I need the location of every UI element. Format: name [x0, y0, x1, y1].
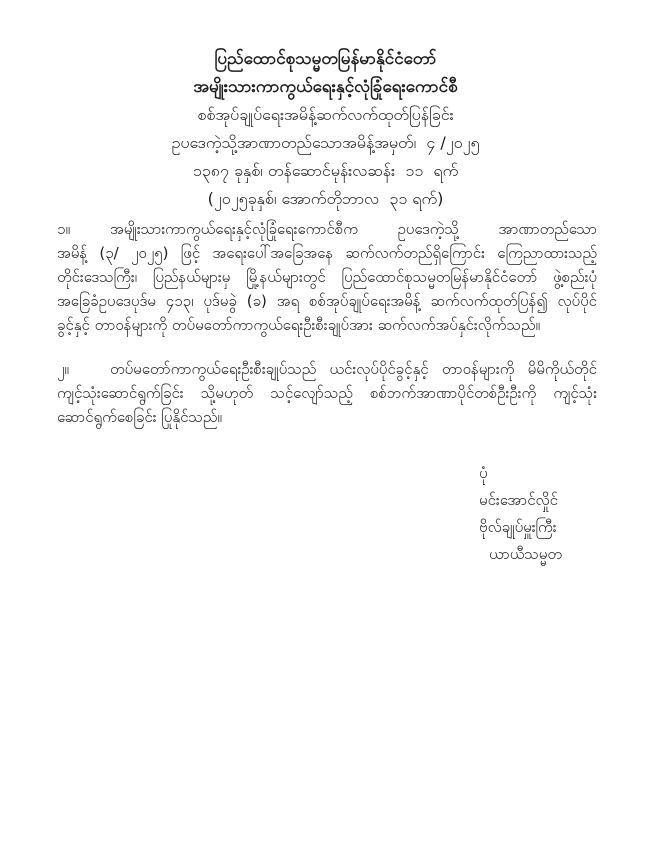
- document-header: [0, 45, 651, 213]
- paragraph-1: [57, 217, 597, 337]
- paragraph-2-number: ၂။: [57, 360, 69, 378]
- signatory-name: မင်းအောင်လှိုင်: [479, 491, 558, 509]
- document-body: [57, 217, 597, 429]
- paragraph-1-line-2: အမိန့် (၃/ ၂၀၂၅) ဖြင့် အရေးပေါ်အခြေအနေ ဆက်လက်တည်ရှိကြောင်း ကြေညာထားသည့်: [57, 244, 597, 262]
- paragraph-2: [57, 357, 597, 429]
- order-number-line: ဥပဒေကဲ့သို့အာဏာတည်သောအမိန့်အမှတ်၊ ၄ /၂၀၂၅: [171, 133, 480, 152]
- signatory-rank: ဗိုလ်ချုပ်မှူးကြီး: [479, 518, 557, 536]
- signature-block: [479, 460, 562, 568]
- paragraph-2-line-2: ကျင့်သုံးဆောင်ရွက်ခြင်း သို့မဟုတ် သင့်လျော်သည့် စစ်ဘက်အာဏာပိုင်တစ်ဦးဦးကို ကျင့်သုံး: [57, 384, 597, 402]
- myanmar-date-line: ၁၃၈၇ ခုနှစ်၊ တန်ဆောင်မုန်းလဆန်း ၁၁ ရက်: [192, 161, 459, 180]
- paragraph-1-line-1: [57, 217, 597, 241]
- state-title: ပြည်ထောင်စုသမ္မတမြန်မာနိုင်ငံတော်: [214, 49, 437, 69]
- council-title: အမျိုးသားကာကွယ်ရေးနှင့်လုံခြုံရေးကောင်စီ: [193, 77, 458, 97]
- paragraph-1-line-3: တိုင်းဒေသကြီး၊ ပြည်နယ်များမှ မြို့နယ်များတွင် ပြည်ထောင်စုသမ္မတမြန်မာနိုင်ငံတော် ဖွဲ့စည်းပုံ: [57, 268, 597, 286]
- paragraph-1-line-5: ခွင့်နှင့် တာဝန်များကို တပ်မတော်ကာကွယ်ရေးဦးစီးချုပ်အား ဆက်လက်အပ်နှင်းလိုက်သည်။: [57, 316, 541, 334]
- paragraph-2-line-1: [57, 357, 597, 381]
- paragraph-2-line-3: ဆောင်ရွက်စေခြင်း ပြုနိုင်သည်။: [57, 408, 222, 426]
- signature-seal: ပုံ: [479, 464, 488, 482]
- paragraph-1-line-4: အခြေခံဥပဒေပုဒ်မ ၄၁၃၊ ပုဒ်မခွဲ (ခ) အရ စစ်အုပ်ချုပ်ရေးအမိန့် ဆက်လက်ထုတ်ပြန်၍ လုပ်ပိုင်: [57, 292, 597, 310]
- signatory-title: ယာယီသမ္မတ: [489, 545, 562, 563]
- paragraph-1-number: ၁။: [57, 220, 70, 238]
- gregorian-date-line: (၂၀၂၅ခုနှစ်၊ အောက်တိုဘာလ ၃၁ ရက်): [207, 189, 444, 208]
- paragraph-2-text: တပ်မတော်ကာကွယ်ရေးဦးစီးချုပ်သည် ယင်းလုပ်ပိုင်ခွင့်နှင့် တာဝန်များကို မိမိကိုယ်တိုင်: [110, 360, 597, 378]
- subject-line: စစ်အုပ်ချုပ်ရေးအမိန့်ဆက်လက်ထုတ်ပြန်ခြင်း: [197, 105, 454, 124]
- paragraph-1-text: အမျိုးသားကာကွယ်ရေးနှင့်လုံခြုံရေးကောင်စီက ဥပဒေကဲ့သို့ အာဏာတည်သော: [110, 220, 597, 238]
